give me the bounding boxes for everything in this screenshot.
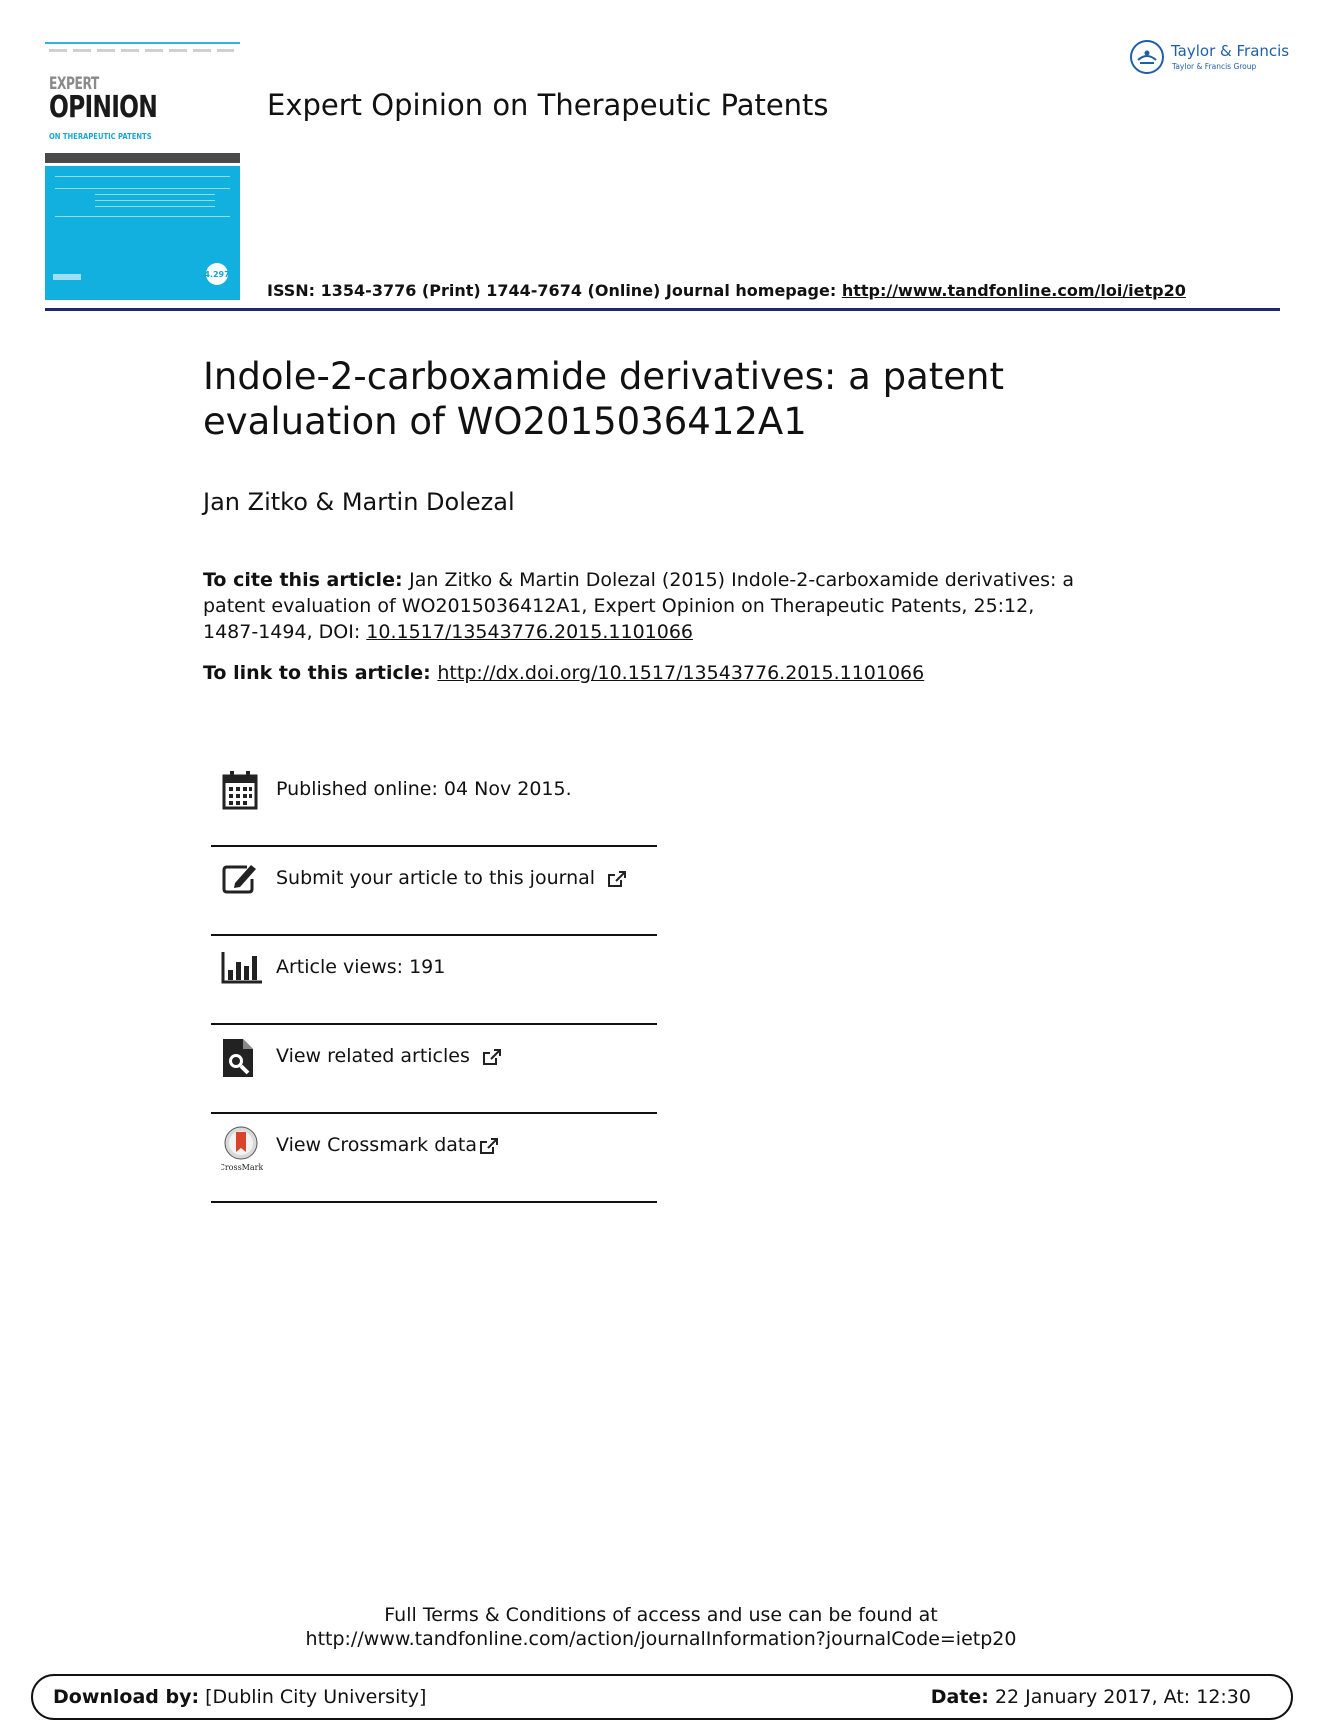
download-by-value: [Dublin City University] bbox=[199, 1686, 427, 1708]
cover-publisher-mark bbox=[53, 274, 81, 280]
external-link-icon bbox=[482, 1048, 502, 1066]
terms-notice bbox=[0, 1603, 1322, 1651]
external-link-icon bbox=[479, 1137, 499, 1155]
download-date bbox=[931, 1686, 1251, 1708]
publisher-name: Taylor & Francis bbox=[1171, 42, 1290, 60]
external-link-icon bbox=[607, 870, 627, 888]
cover-top-line bbox=[45, 42, 240, 44]
info-submit[interactable] bbox=[211, 847, 657, 936]
download-date-label: Date: bbox=[930, 1686, 989, 1708]
crossmark-icon bbox=[221, 1126, 263, 1172]
article-authors: Jan Zitko & Martin Dolezal bbox=[203, 488, 515, 516]
journal-homepage-link[interactable]: http://www.tandfonline.com/loi/ietp20 bbox=[841, 281, 1186, 300]
issn-label: ISSN: 1354-3776 (Print) 1744-7674 (Online) Journal homepage: bbox=[267, 281, 842, 300]
article-url-link[interactable]: http://dx.doi.org/10.1517/13543776.2015.1101066 bbox=[437, 662, 925, 684]
cite-text: Jan Zitko & Martin Dolezal (2015) Indole-2-carboxamide derivatives: a patent evaluation of WO2015036412A1, Expert Opinion on Therapeutic Patents, 25:12, 1487-1494, DOI: bbox=[203, 569, 1075, 643]
terms-url[interactable]: http://www.tandfonline.com/action/journalInformation?journalCode=ietp20 bbox=[305, 1628, 1017, 1650]
crossmark-caption: CrossMark bbox=[221, 1163, 263, 1172]
info-views bbox=[211, 936, 657, 1025]
journal-title: Expert Opinion on Therapeutic Patents bbox=[267, 88, 829, 122]
article-views-text: Article views: 191 bbox=[276, 956, 446, 978]
search-document-icon bbox=[221, 1037, 259, 1079]
citation-block bbox=[203, 567, 1083, 645]
calendar-icon bbox=[221, 770, 259, 812]
header-divider bbox=[45, 308, 1280, 311]
download-bar bbox=[31, 1674, 1293, 1720]
article-link-line bbox=[203, 662, 924, 684]
publisher-logo bbox=[1130, 38, 1290, 78]
tf-logo-icon bbox=[1130, 40, 1164, 74]
related-articles-link[interactable] bbox=[276, 1045, 502, 1067]
publisher-group: Taylor & Francis Group bbox=[1172, 62, 1257, 71]
cover-expert-text: EXPERT bbox=[49, 74, 99, 94]
cover-meta-strip bbox=[49, 49, 234, 52]
cover-dark-bar bbox=[45, 153, 240, 163]
cover-subtitle: ON THERAPEUTIC PATENTS bbox=[49, 132, 152, 141]
terms-line-1: Full Terms & Conditions of access and use can be found at bbox=[384, 1604, 938, 1626]
info-related[interactable] bbox=[211, 1025, 657, 1114]
article-title: Indole-2-carboxamide derivatives: a patent evaluation of WO2015036412A1 bbox=[203, 355, 1004, 443]
info-crossmark[interactable] bbox=[211, 1114, 657, 1203]
bar-chart-icon bbox=[221, 948, 259, 990]
link-label: To link to this article: bbox=[203, 662, 438, 684]
cover-blue-panel bbox=[45, 166, 240, 300]
crossmark-link[interactable] bbox=[276, 1134, 499, 1156]
submit-article-text: Submit your article to this journal bbox=[276, 867, 596, 889]
published-online-text: Published online: 04 Nov 2015. bbox=[276, 778, 572, 800]
edit-icon bbox=[221, 859, 259, 901]
doi-link[interactable]: 10.1517/13543776.2015.1101066 bbox=[366, 621, 694, 643]
related-articles-text: View related articles bbox=[276, 1045, 470, 1067]
download-date-value: 22 January 2017, At: 12:30 bbox=[988, 1686, 1251, 1708]
download-by bbox=[53, 1686, 426, 1708]
issn-line bbox=[267, 281, 1186, 300]
journal-cover bbox=[45, 42, 240, 300]
article-info-list bbox=[211, 758, 657, 1203]
crossmark-text: View Crossmark data bbox=[276, 1134, 478, 1156]
info-published bbox=[211, 758, 657, 847]
cover-opinion-text: OPINION bbox=[49, 90, 158, 125]
cite-label: To cite this article: bbox=[203, 569, 410, 591]
impact-factor-badge: 4.297 bbox=[206, 263, 228, 285]
download-by-label: Download by: bbox=[53, 1686, 200, 1708]
submit-article-link[interactable] bbox=[276, 867, 627, 889]
